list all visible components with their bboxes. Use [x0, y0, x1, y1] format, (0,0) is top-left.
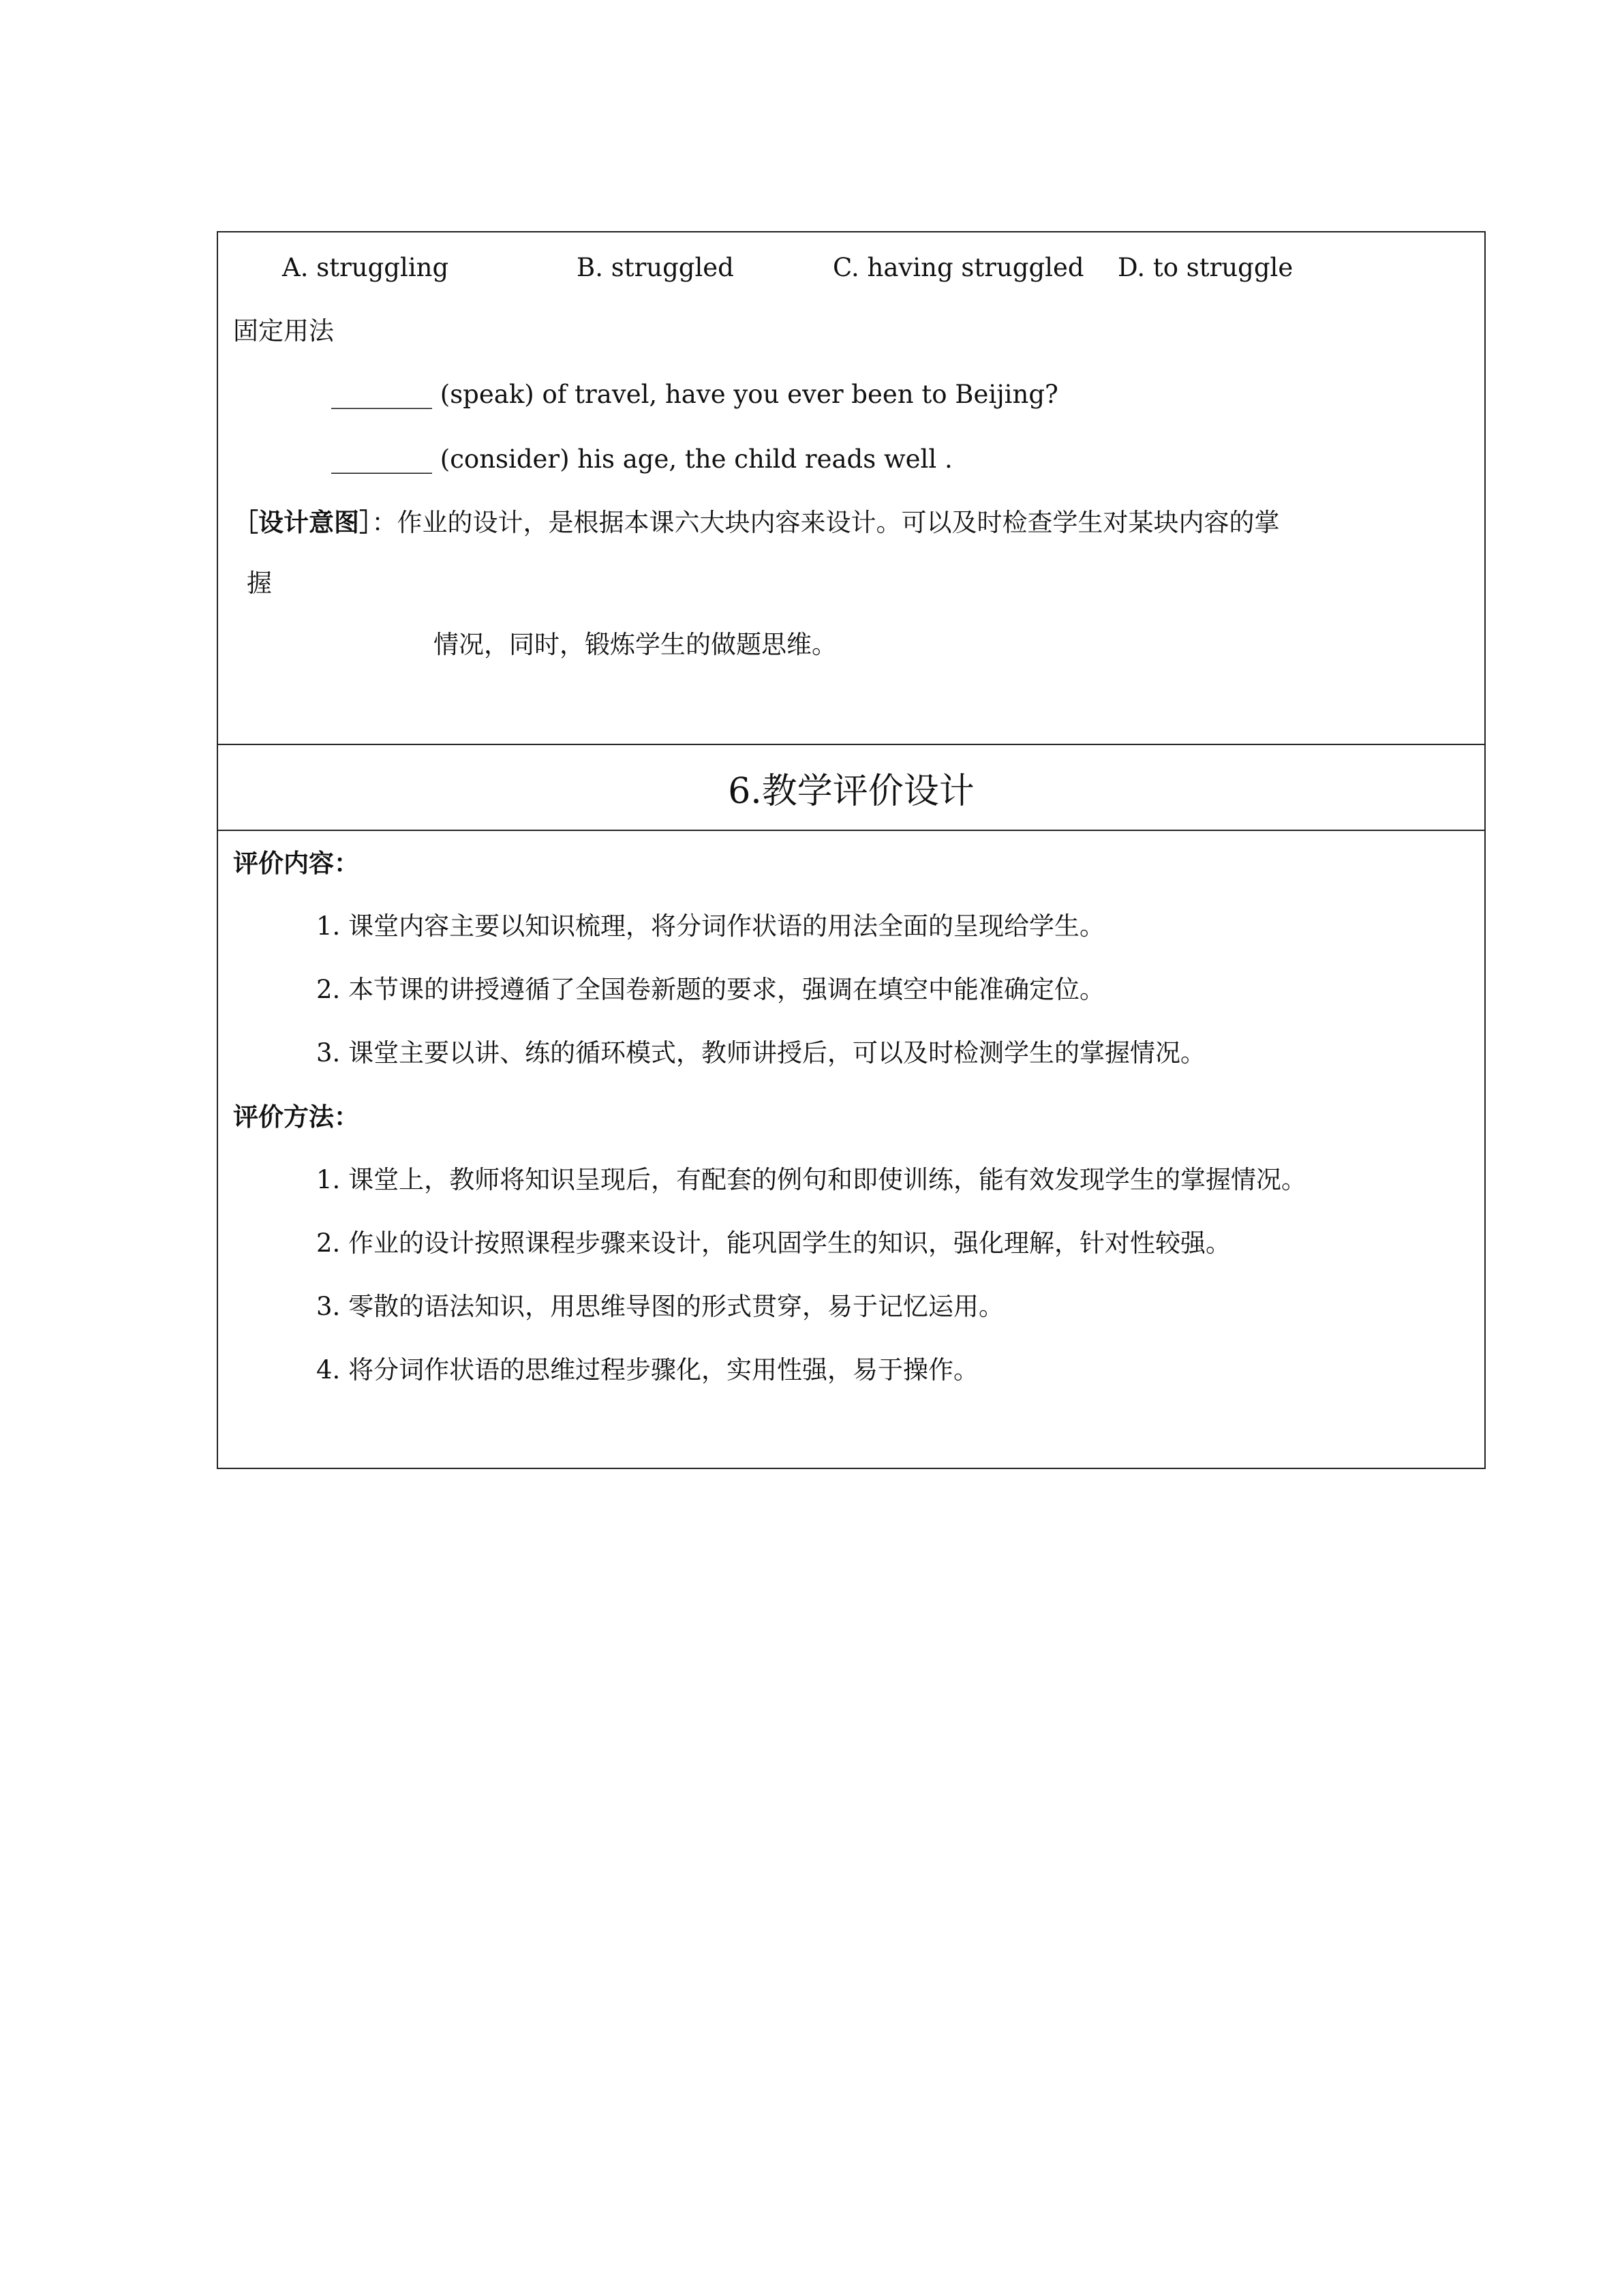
design-intent-line-2: 握 [247, 569, 272, 598]
design-intent-label: ［设计意图］ [233, 507, 372, 537]
evaluation-method-item-4: 4. 将分词作状语的思维过程步骤化，实用性强，易于操作。 [316, 1355, 979, 1385]
section-title: 6.教学评价设计 [728, 770, 975, 812]
design-intent-line-1 [233, 509, 1280, 537]
evaluation-method-item-1: 1. 课堂上，教师将知识呈现后，有配套的例句和即使训练，能有效发现学生的掌握情况。 [316, 1165, 1307, 1194]
exercise-cell [218, 232, 1484, 745]
evaluation-method-item-3: 3. 零散的语法知识，用思维导图的形式贯穿，易于记忆运用。 [316, 1292, 1005, 1321]
option-a: A. struggling [282, 253, 449, 282]
design-intent-line-3: 情况，同时，锻炼学生的做题思维。 [433, 630, 837, 659]
section-heading-cell [218, 745, 1484, 831]
evaluation-method-item-2: 2. 作业的设计按照课程步骤来设计，能巩固学生的知识，强化理解，针对性较强。 [316, 1228, 1231, 1258]
lesson-plan-table [217, 231, 1486, 1469]
design-intent-text: ：作业的设计，是根据本课六大块内容来设计。可以及时检查学生对某块内容的掌 [371, 508, 1280, 537]
evaluation-content-item-2: 2. 本节课的讲授遵循了全国卷新题的要求，强调在填空中能准确定位。 [316, 975, 1105, 1004]
evaluation-cell [218, 831, 1484, 1468]
option-d: D. to struggle [1118, 253, 1294, 282]
fixed-usage-heading: 固定用法 [233, 316, 334, 346]
evaluation-content-heading: 评价内容： [233, 848, 359, 878]
evaluation-content-item-3: 3. 课堂主要以讲、练的循环模式，教师讲授后，可以及时检测学生的掌握情况。 [316, 1038, 1206, 1068]
option-b: B. struggled [577, 253, 734, 282]
fixed-usage-item-2: ________ (consider) his age, the child reads well . [331, 444, 953, 474]
evaluation-content-item-1: 1. 课堂内容主要以知识梳理，将分词作状语的用法全面的呈现给学生。 [316, 911, 1105, 941]
evaluation-method-heading: 评价方法： [233, 1102, 359, 1132]
option-c: C. having struggled [833, 253, 1084, 282]
fixed-usage-item-1: ________ (speak) of travel, have you ever been to Beijing? [331, 380, 1058, 409]
